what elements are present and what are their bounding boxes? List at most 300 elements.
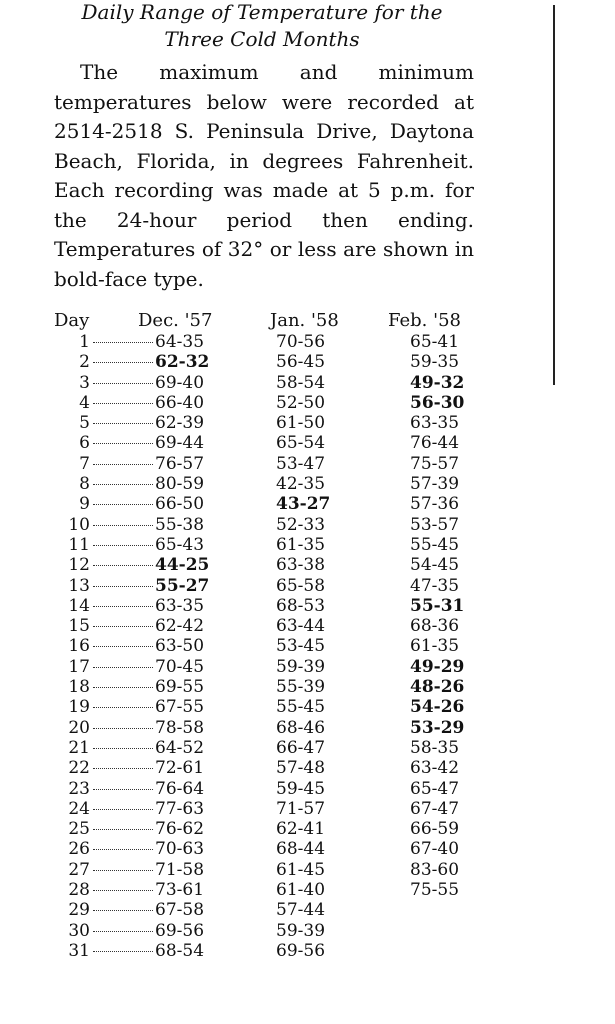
low-temp: 47 — [437, 778, 460, 799]
high-temp: 76- — [155, 453, 183, 474]
jan-cell — [276, 941, 325, 961]
low-temp: 57 — [182, 453, 205, 474]
low-temp: 44 — [303, 900, 326, 921]
day-cell: 28 — [68, 880, 90, 901]
low-temp: 35 — [437, 575, 460, 596]
dot-leader — [93, 423, 153, 424]
dec-cell — [92, 332, 204, 352]
low-temp: 38 — [182, 514, 205, 535]
table-row — [54, 738, 494, 758]
low-temp: 45 — [303, 636, 326, 657]
dec-cell — [92, 576, 209, 596]
low-temp: 30 — [440, 392, 465, 413]
high-temp: 71- — [276, 798, 304, 819]
dot-leader — [93, 910, 153, 911]
low-temp: 35 — [437, 413, 460, 434]
day-cell: 5 — [79, 413, 90, 434]
low-temp: 60 — [437, 859, 460, 880]
high-temp: 66- — [155, 494, 183, 515]
jan-cell — [276, 616, 325, 636]
day-cell: 3 — [79, 372, 90, 393]
day-cell: 26 — [68, 839, 90, 860]
dot-leader — [93, 362, 153, 363]
high-temp: 69- — [155, 677, 183, 698]
feb-cell — [410, 616, 459, 636]
high-temp: 76- — [155, 819, 183, 840]
dec-cell — [92, 657, 204, 677]
feb-cell — [410, 758, 459, 778]
day-cell: 19 — [68, 697, 90, 718]
high-temp: 66- — [276, 737, 304, 758]
paragraph-text: The maximum and minimum temperatures below were recorded at 2514-2518 S. Peninsula Drive, Daytona Beach, Florida, in degrees Fahrenheit. Each recording was made at 5 p.m. for the 24-hour period then ending. Temperatures of 32° or less are shown in bold-face type. — [54, 60, 474, 291]
low-temp: 56 — [303, 940, 326, 961]
low-temp: 44 — [303, 616, 326, 637]
low-temp: 38 — [303, 555, 326, 576]
high-temp: 59- — [410, 352, 438, 373]
table-row — [54, 839, 494, 859]
jan-cell — [276, 413, 325, 433]
dec-cell — [92, 860, 204, 880]
intro-paragraph — [54, 58, 474, 294]
feb-cell — [410, 535, 459, 555]
dot-leader — [93, 464, 153, 465]
high-temp: 68- — [410, 616, 438, 637]
high-temp: 69- — [155, 920, 183, 941]
high-temp: 61- — [410, 636, 438, 657]
day-cell: 29 — [68, 900, 90, 921]
jan-cell — [276, 718, 325, 738]
title-line-1: Daily Range of Temperature for the — [81, 0, 443, 24]
feb-cell — [410, 779, 459, 799]
feb-cell — [410, 799, 459, 819]
table-row — [54, 921, 494, 941]
low-temp: 46 — [303, 717, 326, 738]
low-temp: 27 — [306, 494, 331, 515]
jan-cell — [276, 880, 325, 900]
feb-cell — [410, 718, 464, 738]
day-cell: 15 — [68, 616, 90, 637]
low-temp: 35 — [182, 332, 205, 352]
dot-leader — [93, 687, 153, 688]
high-temp: 75- — [410, 880, 438, 901]
day-cell: 25 — [68, 819, 90, 840]
high-temp: 48- — [410, 677, 441, 698]
high-temp: 61- — [276, 880, 304, 901]
low-temp: 47 — [303, 453, 326, 474]
title-line-2: Three Cold Months — [164, 27, 360, 51]
dot-leader — [93, 403, 153, 404]
header-jan: Jan. '58 — [270, 310, 339, 331]
jan-cell — [276, 900, 325, 920]
high-temp: 55- — [276, 677, 304, 698]
dec-cell — [92, 738, 204, 758]
low-temp: 39 — [303, 677, 326, 698]
high-temp: 67- — [155, 697, 183, 718]
dot-leader — [93, 849, 153, 850]
jan-cell — [276, 393, 325, 413]
high-temp: 78- — [155, 717, 183, 738]
high-temp: 70- — [155, 656, 183, 677]
dot-leader — [93, 626, 153, 627]
high-temp: 59- — [276, 920, 304, 941]
low-temp: 32 — [185, 352, 210, 373]
feb-cell — [410, 819, 459, 839]
dec-cell — [92, 555, 209, 575]
jan-cell — [276, 352, 325, 372]
high-temp: 65- — [410, 332, 438, 352]
day-cell: 10 — [68, 514, 90, 535]
low-temp: 44 — [437, 433, 460, 454]
low-temp: 56 — [303, 332, 326, 352]
jan-cell — [276, 555, 325, 575]
column-rule — [553, 5, 555, 385]
dot-leader — [93, 768, 153, 769]
low-temp: 40 — [437, 839, 460, 860]
day-cell: 21 — [68, 737, 90, 758]
dot-leader — [93, 565, 153, 566]
dot-leader — [93, 748, 153, 749]
high-temp: 68- — [276, 717, 304, 738]
day-cell: 11 — [68, 534, 90, 555]
high-temp: 59- — [276, 778, 304, 799]
low-temp: 40 — [303, 880, 326, 901]
day-cell: 6 — [79, 433, 90, 454]
high-temp: 52- — [276, 392, 304, 413]
low-temp: 45 — [303, 859, 326, 880]
table-row — [54, 880, 494, 900]
dot-leader — [93, 890, 153, 891]
table-row — [54, 900, 494, 920]
high-temp: 68- — [155, 940, 183, 961]
table-row — [54, 616, 494, 636]
dot-leader — [93, 870, 153, 871]
high-temp: 61- — [276, 413, 304, 434]
low-temp: 29 — [440, 656, 465, 677]
dec-cell — [92, 373, 204, 393]
low-temp: 35 — [437, 352, 460, 373]
high-temp: 57- — [410, 494, 438, 515]
dec-cell — [92, 515, 204, 535]
high-temp: 63- — [276, 616, 304, 637]
table-row — [54, 515, 494, 535]
dec-cell — [92, 880, 204, 900]
low-temp: 26 — [440, 697, 465, 718]
jan-cell — [276, 576, 325, 596]
low-temp: 47 — [437, 798, 460, 819]
low-temp: 52 — [182, 737, 205, 758]
jan-cell — [276, 657, 325, 677]
low-temp: 45 — [437, 555, 460, 576]
feb-cell — [410, 576, 459, 596]
low-temp: 55 — [182, 697, 205, 718]
low-temp: 39 — [437, 474, 460, 495]
low-temp: 59 — [182, 474, 205, 495]
low-temp: 42 — [182, 616, 205, 637]
jan-cell — [276, 921, 325, 941]
low-temp: 36 — [437, 494, 460, 515]
high-temp: 63- — [410, 758, 438, 779]
low-temp: 33 — [303, 514, 326, 535]
low-temp: 63 — [182, 839, 205, 860]
dot-leader — [93, 829, 153, 830]
table-row — [54, 474, 494, 494]
high-temp: 62- — [276, 819, 304, 840]
jan-cell — [276, 758, 325, 778]
jan-cell — [276, 860, 325, 880]
low-temp: 50 — [182, 494, 205, 515]
jan-cell — [276, 535, 325, 555]
high-temp: 54- — [410, 697, 441, 718]
table-row — [54, 697, 494, 717]
temperature-table — [54, 310, 494, 961]
jan-cell — [276, 515, 325, 535]
table-row — [54, 433, 494, 453]
low-temp: 58 — [182, 900, 205, 921]
jan-cell — [276, 332, 325, 352]
table-row — [54, 454, 494, 474]
dec-cell — [92, 636, 204, 656]
jan-cell — [276, 779, 325, 799]
table-row — [54, 352, 494, 372]
high-temp: 53- — [410, 717, 441, 738]
low-temp: 58 — [182, 717, 205, 738]
dec-cell — [92, 779, 204, 799]
feb-cell — [410, 839, 459, 859]
table-row — [54, 677, 494, 697]
low-temp: 26 — [440, 677, 465, 698]
high-temp: 66- — [155, 392, 183, 413]
table-row — [54, 373, 494, 393]
low-temp: 50 — [303, 392, 326, 413]
low-temp: 55 — [182, 677, 205, 698]
high-temp: 64- — [155, 737, 183, 758]
high-temp: 65- — [155, 534, 183, 555]
low-temp: 47 — [303, 737, 326, 758]
dec-cell — [92, 352, 209, 372]
dec-cell — [92, 839, 204, 859]
high-temp: 69- — [276, 940, 304, 961]
high-temp: 65- — [410, 778, 438, 799]
day-cell: 4 — [79, 392, 90, 413]
low-temp: 57 — [437, 514, 460, 535]
low-temp: 57 — [303, 798, 326, 819]
day-cell: 8 — [79, 474, 90, 495]
feb-cell — [410, 860, 459, 880]
high-temp: 61- — [276, 534, 304, 555]
low-temp: 54 — [303, 433, 326, 454]
low-temp: 41 — [437, 332, 460, 352]
high-temp: 62- — [155, 352, 186, 373]
low-temp: 48 — [303, 758, 326, 779]
header-dec: Dec. '57 — [138, 310, 213, 331]
table-row — [54, 799, 494, 819]
low-temp: 25 — [185, 555, 210, 576]
high-temp: 53- — [410, 514, 438, 535]
high-temp: 62- — [155, 616, 183, 637]
high-temp: 57- — [276, 758, 304, 779]
feb-cell — [410, 373, 464, 393]
high-temp: 75- — [410, 453, 438, 474]
low-temp: 39 — [303, 920, 326, 941]
high-temp: 52- — [276, 514, 304, 535]
low-temp: 58 — [182, 859, 205, 880]
dot-leader — [93, 809, 153, 810]
low-temp: 45 — [182, 656, 205, 677]
low-temp: 58 — [303, 575, 326, 596]
dec-cell — [92, 535, 204, 555]
feb-cell — [410, 697, 464, 717]
jan-cell — [276, 433, 325, 453]
dot-leader — [93, 443, 153, 444]
feb-cell — [410, 332, 459, 352]
low-temp: 36 — [437, 616, 460, 637]
table-row — [54, 393, 494, 413]
table-row — [54, 413, 494, 433]
low-temp: 44 — [303, 839, 326, 860]
dec-cell — [92, 616, 204, 636]
dec-cell — [92, 718, 204, 738]
header-day: Day — [54, 310, 90, 331]
high-temp: 55- — [276, 697, 304, 718]
day-cell: 12 — [68, 555, 90, 576]
low-temp: 62 — [182, 819, 205, 840]
high-temp: 53- — [276, 453, 304, 474]
day-cell: 18 — [68, 677, 90, 698]
high-temp: 58- — [410, 737, 438, 758]
table-row — [54, 332, 494, 352]
low-temp: 63 — [182, 798, 205, 819]
table-row — [54, 657, 494, 677]
dec-cell — [92, 433, 204, 453]
high-temp: 49- — [410, 656, 441, 677]
day-cell: 30 — [68, 920, 90, 941]
dot-leader — [93, 525, 153, 526]
dot-leader — [93, 383, 153, 384]
low-temp: 35 — [303, 474, 326, 495]
feb-cell — [410, 636, 459, 656]
dec-cell — [92, 596, 204, 616]
table-row — [54, 596, 494, 616]
low-temp: 54 — [182, 940, 205, 961]
high-temp: 63- — [410, 413, 438, 434]
high-temp: 70- — [155, 839, 183, 860]
table-row — [54, 819, 494, 839]
dot-leader — [93, 504, 153, 505]
low-temp: 59 — [437, 819, 460, 840]
day-cell: 2 — [79, 352, 90, 373]
dec-cell — [92, 413, 204, 433]
dot-leader — [93, 707, 153, 708]
table-row — [54, 941, 494, 961]
dec-cell — [92, 393, 204, 413]
feb-cell — [410, 738, 459, 758]
high-temp: 44- — [155, 555, 186, 576]
low-temp: 61 — [182, 880, 205, 901]
jan-cell — [276, 819, 325, 839]
table-header — [54, 310, 494, 332]
feb-cell — [410, 596, 464, 616]
dot-leader — [93, 484, 153, 485]
low-temp: 35 — [182, 595, 205, 616]
high-temp: 67- — [410, 798, 438, 819]
high-temp: 76- — [155, 778, 183, 799]
jan-cell — [276, 799, 325, 819]
jan-cell — [276, 636, 325, 656]
jan-cell — [276, 474, 325, 494]
table-row — [54, 636, 494, 656]
feb-cell — [410, 352, 459, 372]
dec-cell — [92, 677, 204, 697]
feb-cell — [410, 677, 464, 697]
day-cell: 14 — [68, 595, 90, 616]
table-row — [54, 494, 494, 514]
low-temp: 53 — [303, 595, 326, 616]
high-temp: 62- — [155, 413, 183, 434]
high-temp: 53- — [276, 636, 304, 657]
feb-cell — [410, 413, 459, 433]
high-temp: 76- — [410, 433, 438, 454]
day-cell: 9 — [79, 494, 90, 515]
high-temp: 54- — [410, 555, 438, 576]
day-cell: 7 — [79, 453, 90, 474]
low-temp: 41 — [303, 819, 326, 840]
dot-leader — [93, 667, 153, 668]
dec-cell — [92, 819, 204, 839]
low-temp: 57 — [437, 453, 460, 474]
high-temp: 67- — [155, 900, 183, 921]
high-temp: 72- — [155, 758, 183, 779]
feb-cell — [410, 494, 459, 514]
high-temp: 69- — [155, 433, 183, 454]
high-temp: 56- — [410, 392, 441, 413]
low-temp: 61 — [182, 758, 205, 779]
feb-cell — [410, 433, 459, 453]
table-row — [54, 535, 494, 555]
dot-leader — [93, 951, 153, 952]
high-temp: 80- — [155, 474, 183, 495]
high-temp: 68- — [276, 839, 304, 860]
jan-cell — [276, 596, 325, 616]
low-temp: 44 — [182, 433, 205, 454]
jan-cell — [276, 373, 325, 393]
high-temp: 57- — [410, 474, 438, 495]
low-temp: 43 — [182, 534, 205, 555]
day-cell: 13 — [68, 575, 90, 596]
high-temp: 66- — [410, 819, 438, 840]
dot-leader — [93, 646, 153, 647]
low-temp: 27 — [185, 575, 210, 596]
low-temp: 64 — [182, 778, 205, 799]
high-temp: 61- — [276, 859, 304, 880]
low-temp: 35 — [437, 737, 460, 758]
table-row — [54, 718, 494, 738]
day-cell: 24 — [68, 798, 90, 819]
high-temp: 73- — [155, 880, 183, 901]
low-temp: 31 — [440, 595, 465, 616]
dec-cell — [92, 494, 204, 514]
low-temp: 32 — [440, 372, 465, 393]
high-temp: 55- — [155, 575, 186, 596]
jan-cell — [276, 697, 325, 717]
high-temp: 64- — [155, 332, 183, 352]
dot-leader — [93, 606, 153, 607]
feb-cell — [410, 657, 464, 677]
low-temp: 35 — [303, 534, 326, 555]
low-temp: 45 — [303, 697, 326, 718]
feb-cell — [410, 555, 459, 575]
dot-leader — [93, 545, 153, 546]
high-temp: 83- — [410, 859, 438, 880]
